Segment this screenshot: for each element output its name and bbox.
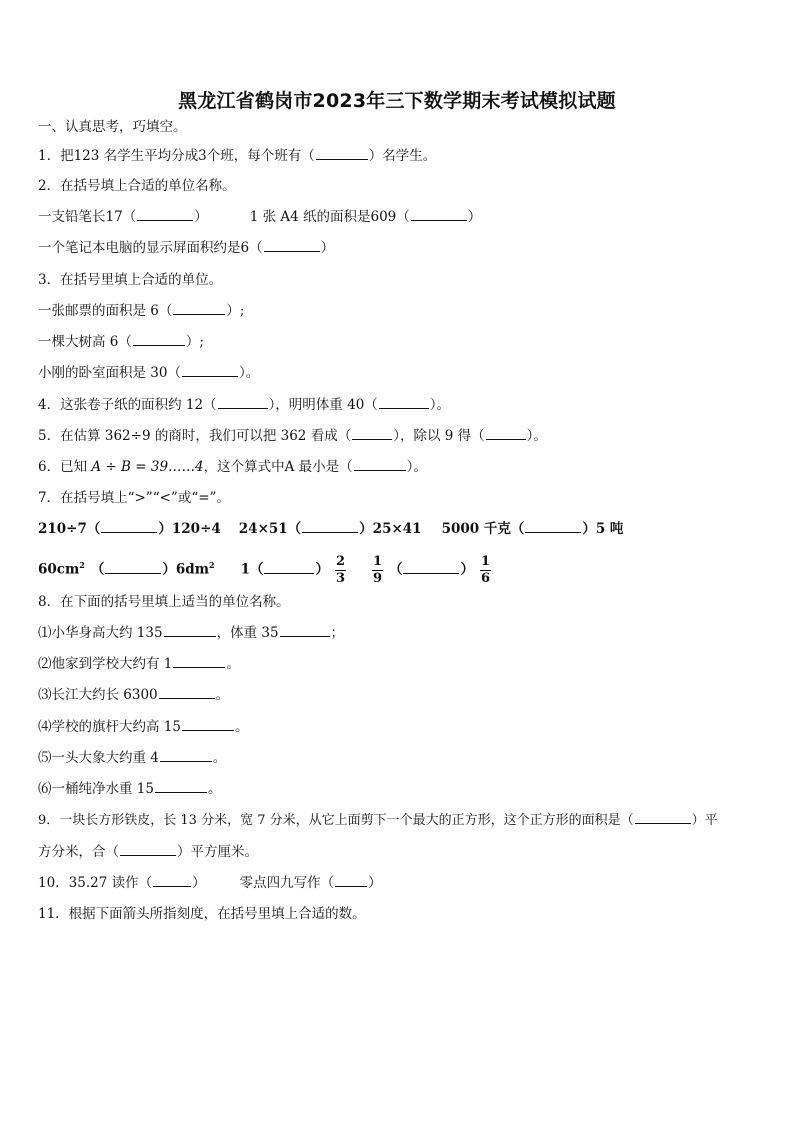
- answer-blank[interactable]: [160, 749, 212, 762]
- answer-blank[interactable]: [120, 843, 176, 856]
- question-9-line-1: 9．一块长方形铁皮，长 13 分米，宽 7 分米，从它上面剪下一个最大的正方形，这个正方形的面积是（ ）平: [38, 813, 718, 828]
- question-7-row-1: 210÷7（ ）120÷4 24×51（ ）25×41 5000 千克（ ）5 吨: [38, 521, 624, 537]
- answer-blank[interactable]: [155, 780, 207, 793]
- question-1: 1．把123 名学生平均分成3个班，每个班有（ ）名学生。: [38, 148, 437, 164]
- answer-blank[interactable]: [352, 427, 392, 440]
- answer-blank[interactable]: [411, 208, 467, 221]
- question-8-item-4: ⑷学校的旗杆大约高 15 。: [38, 719, 249, 735]
- question-7-row-2: $60cm^2$ （ ）$6dm^2$ 1（ ） $\frac{2}{3}$ $\frac{1}{9}$ （ ） $\frac{1}{6}$: [38, 553, 490, 586]
- answer-blank[interactable]: [182, 364, 238, 377]
- question-8-heading: 8．在下面的括号里填上适当的单位名称。: [38, 594, 290, 610]
- page-title: 黑龙江省鹤岗市2023年三下数学期末考试模拟试题: [178, 90, 616, 112]
- answer-blank[interactable]: [264, 239, 320, 252]
- answer-blank[interactable]: [105, 561, 161, 574]
- fraction: $\frac{1}{9}$: [372, 553, 382, 586]
- answer-blank[interactable]: [218, 396, 268, 409]
- answer-blank[interactable]: [280, 624, 330, 637]
- question-3-line-1: 一张邮票的面积是 6（ ）;: [38, 303, 245, 319]
- question-10: 10．35.27 读作（ ） 零点四九写作（ ）: [38, 875, 382, 891]
- question-3-heading: 3．在括号里填上合适的单位。: [38, 272, 223, 288]
- answer-blank[interactable]: [635, 811, 691, 824]
- question-7-heading: 7．在括号填上“>”“<”或“=”。: [38, 490, 230, 506]
- question-11: 11．根据下面箭头所指刻度，在括号里填上合适的数。: [38, 906, 366, 922]
- fraction: $\frac{2}{3}$: [335, 553, 345, 586]
- question-6: 6．已知 A ÷ B = 39……4，这个算式中A 最小是（ ）。: [38, 459, 427, 475]
- answer-blank[interactable]: [379, 396, 429, 409]
- math-expression: A ÷ B = 39……4: [91, 459, 204, 475]
- fraction: $\frac{1}{6}$: [480, 553, 490, 586]
- question-5: 5．在估算 362÷9 的商时，我们可以把 362 看成（ ），除以 9 得（ ）。: [38, 428, 547, 444]
- question-3-line-3: 小刚的卧室面积是 30（ ）。: [38, 365, 260, 381]
- question-3-line-2: 一棵大树高 6（ ）;: [38, 334, 204, 350]
- answer-blank[interactable]: [164, 624, 216, 637]
- question-2-heading: 2．在括号填上合适的单位名称。: [38, 178, 236, 194]
- question-8-item-6: ⑹一桶纯净水重 15 。: [38, 781, 222, 797]
- answer-blank[interactable]: [101, 520, 157, 533]
- answer-blank[interactable]: [486, 427, 526, 440]
- answer-blank[interactable]: [159, 686, 215, 699]
- answer-blank[interactable]: [173, 655, 225, 668]
- question-2-line-1: 一支铅笔长17（ ） 1 张 A4 纸的面积是609（ ）: [38, 209, 482, 225]
- answer-blank[interactable]: [525, 520, 581, 533]
- answer-blank[interactable]: [403, 561, 459, 574]
- answer-blank[interactable]: [316, 147, 368, 160]
- answer-blank[interactable]: [264, 561, 314, 574]
- question-8-item-1: ⑴小华身高大约 135 ，体重 35 ；: [38, 625, 345, 641]
- question-4: 4．这张卷子纸的面积约 12（ ），明明体重 40（ ）。: [38, 397, 451, 413]
- question-8-item-3: ⑶长江大约长 6300 。: [38, 687, 230, 703]
- question-9-line-2: 方分米，合（ ）平方厘米。: [38, 844, 258, 860]
- answer-blank[interactable]: [302, 520, 358, 533]
- answer-blank[interactable]: [182, 718, 234, 731]
- answer-blank[interactable]: [133, 333, 185, 346]
- question-8-item-2: ⑵他家到学校大约有 1 。: [38, 656, 240, 672]
- section-heading: 一、认真思考，巧填空。: [38, 119, 187, 135]
- question-2-line-2: 一个笔记本电脑的显示屏面积约是6（ ）: [38, 240, 335, 256]
- answer-blank[interactable]: [173, 302, 225, 315]
- question-8-item-5: ⑸一头大象大约重 4 。: [38, 750, 227, 766]
- answer-blank[interactable]: [354, 458, 406, 471]
- answer-blank[interactable]: [153, 874, 191, 887]
- answer-blank[interactable]: [335, 874, 367, 887]
- answer-blank[interactable]: [137, 208, 193, 221]
